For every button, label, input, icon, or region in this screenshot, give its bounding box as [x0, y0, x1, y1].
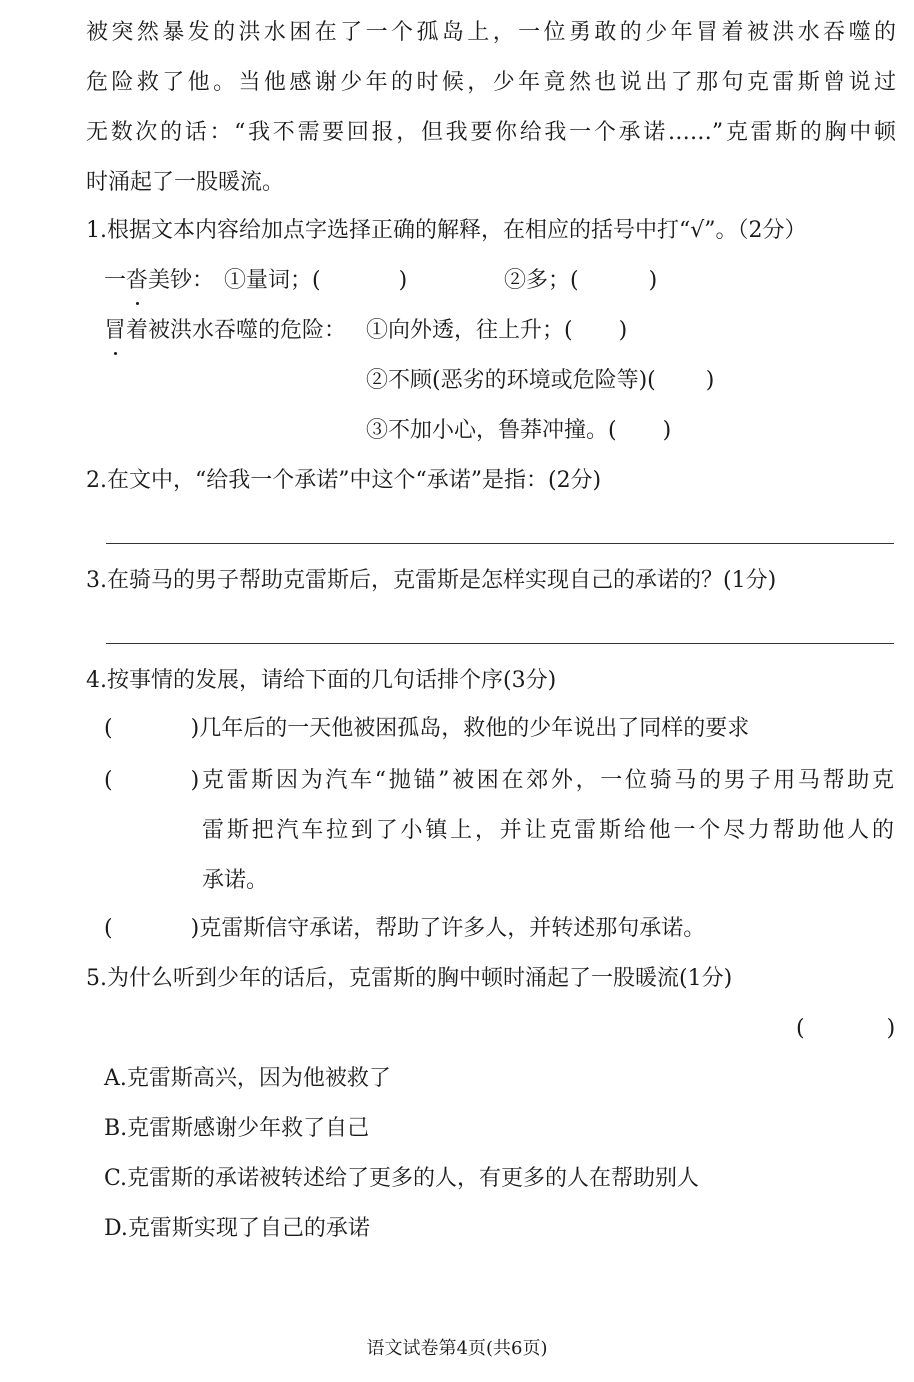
q4-item-1-text: 几年后的一天他被困孤岛，救他的少年说出了同样的要求: [199, 716, 750, 741]
q1-item2-option3-close: ): [662, 418, 672, 443]
q1-item2-option2: [366, 366, 714, 396]
q1-item1-pre: 一: [104, 268, 127, 293]
q1-item2-option2-close: ): [705, 368, 715, 393]
q4-item-3-open: (: [104, 916, 113, 941]
question-2-stem: 2.在文中，“给我一个承诺”中这个“承诺”是指：(2分): [86, 468, 602, 493]
question-3-answer-line[interactable]: [106, 643, 894, 644]
q1-item2-option3: [366, 416, 671, 446]
q4-item-1: [104, 714, 749, 744]
question-5-answer-bracket: [796, 1014, 895, 1044]
q1-item1-option1-close: ): [398, 268, 408, 293]
q1-item2-option1: [366, 316, 627, 346]
q1-item1-term: [104, 266, 214, 296]
question-2-answer-line[interactable]: [106, 543, 894, 544]
q1-item2-option1-label: ①向外透，往上升；(: [366, 318, 573, 343]
q1-item1-option2: [504, 266, 657, 296]
q1-item1-post: 美钞：: [148, 268, 215, 293]
q1-item1-option2-close: ): [648, 268, 658, 293]
q5-option-d: D.克雷斯实现了自己的承诺: [104, 1216, 370, 1241]
q4-item-2-text-end: 承诺。: [202, 868, 269, 893]
question-5-answer-open: (: [796, 1016, 805, 1041]
question-3-stem: 3.在骑马的男子帮助克雷斯后，克雷斯是怎样实现自己的承诺的？(1分): [86, 568, 777, 593]
question-4-stem: 4.按事情的发展，请给下面的几句话排个序(3分): [86, 668, 557, 693]
question-5-stem: 5.为什么听到少年的话后，克雷斯的胸中顿时涌起了一股暖流(1分): [86, 966, 733, 991]
q1-item2-option1-close: ): [618, 318, 628, 343]
q1-item1-option2-label: ②多；(: [504, 268, 579, 293]
q1-item2-option3-label: ③不加小心，鲁莽冲撞。(: [366, 418, 617, 443]
question-5-answer-close: ): [886, 1016, 896, 1041]
passage-line-1: 被突然暴发的洪水困在了一个孤岛上，一位勇敢的少年冒着被洪水吞噬的: [86, 20, 896, 45]
q1-item2-term: [104, 316, 346, 346]
q5-option-a: A.克雷斯高兴，因为他被救了: [104, 1066, 391, 1091]
passage-line-3: 无数次的话：“我不需要回报，但我要你给我一个承诺……”克雷斯的胸中顿: [86, 120, 896, 145]
q4-item-3-close: ): [190, 916, 200, 941]
q4-item-2: [104, 766, 894, 796]
q4-item-2-close: ): [190, 768, 200, 793]
q1-item2-option2-label: ②不顾(恶劣的环境或危险等)(: [366, 368, 656, 393]
question-1-stem: 1.根据文本内容给加点字选择正确的解释，在相应的括号中打“√”。（2分）: [86, 218, 807, 243]
q1-item2-dotted-char: 冒: [104, 316, 126, 346]
q4-item-1-open: (: [104, 716, 113, 741]
q4-item-3-text: 克雷斯信守承诺，帮助了许多人，并转述那句承诺。: [199, 916, 706, 941]
page-footer: 语文试卷第4页(共6页): [366, 1338, 548, 1359]
q4-item-2-text: 克雷斯因为汽车“抛锚”被困在郊外，一位骑马的男子用马帮助克: [199, 768, 894, 793]
q1-item1-option1-label: ①量词；(: [224, 268, 321, 293]
q4-item-2-open: (: [104, 768, 113, 793]
passage-line-2: 危险救了他。当他感谢少年的时候，少年竟然也说出了那句克雷斯曾说过: [86, 70, 896, 95]
q1-item2-post: 着被洪水吞噬的危险：: [126, 318, 347, 343]
q4-item-2-text-cont: 雷斯把汽车拉到了小镇上，并让克雷斯给他一个尽力帮助他人的: [202, 818, 894, 843]
q5-option-b: B.克雷斯感谢少年救了自己: [104, 1116, 370, 1141]
q1-item1-dotted-char: 沓: [126, 266, 148, 296]
q4-item-3: [104, 914, 705, 944]
passage-line-4: 时涌起了一股暖流。: [86, 170, 285, 195]
q5-option-c: C.克雷斯的承诺被转述给了更多的人，有更多的人在帮助别人: [104, 1166, 700, 1191]
q4-item-1-close: ): [190, 716, 200, 741]
q1-item1-option1: [224, 266, 407, 296]
